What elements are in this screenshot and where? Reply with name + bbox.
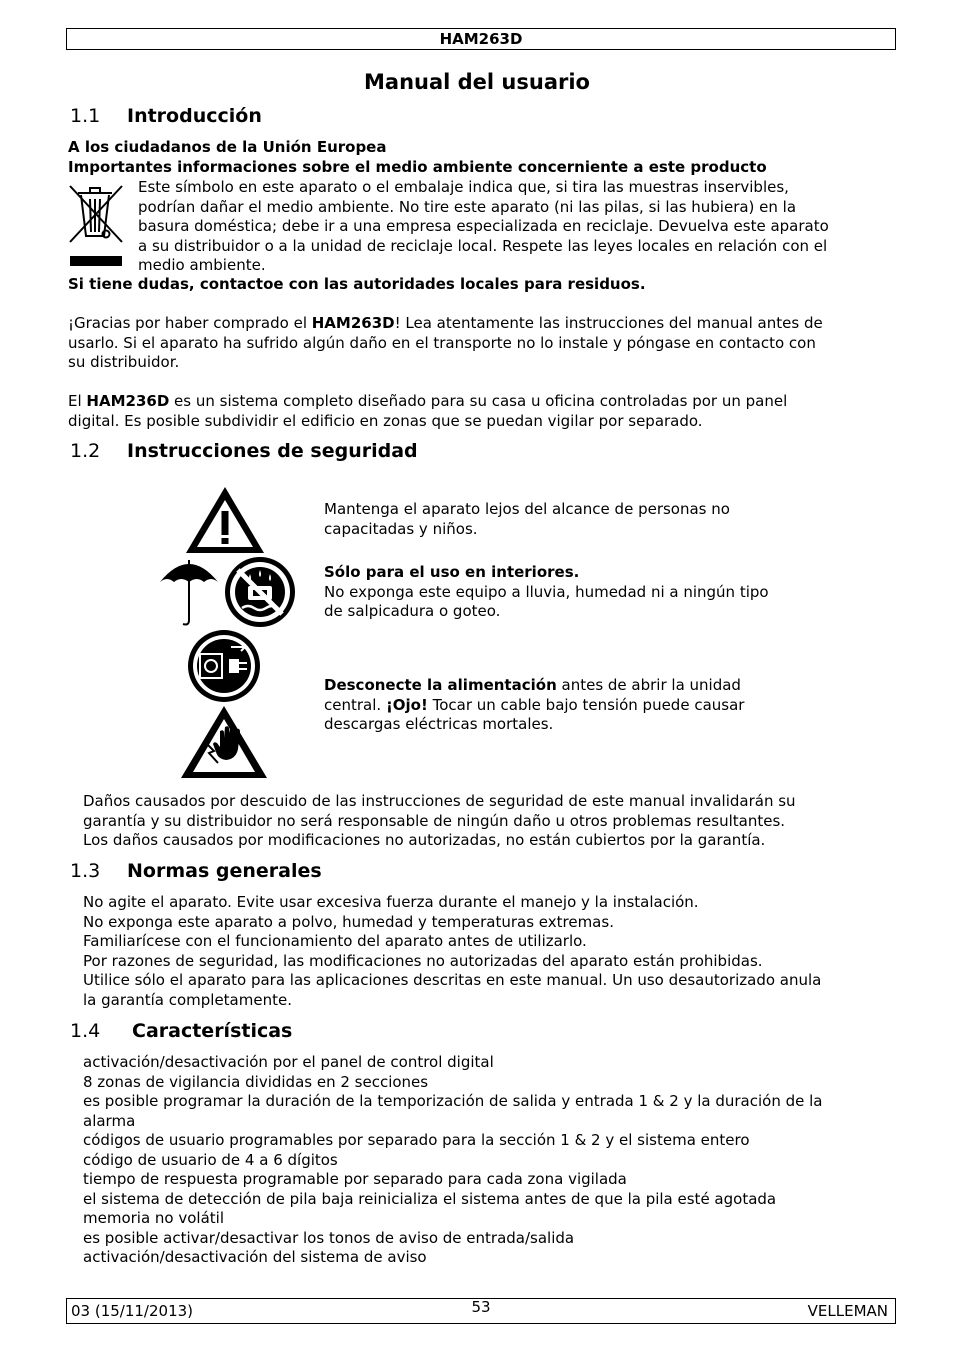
weee-text xyxy=(138,178,829,276)
text-line: basura doméstica; debe ir a una empresa especializada en reciclaje. Devuelva este aparato xyxy=(138,217,829,235)
list-item: memoria no volátil xyxy=(83,1209,225,1227)
text-run: ! Lea atentamente las instrucciones del manual antes de xyxy=(394,314,823,332)
indoor-heading: Sólo para el uso en interiores. xyxy=(324,563,580,581)
thanks-paragraph xyxy=(68,314,823,373)
list-item: código de usuario de 4 a 6 dígitos xyxy=(83,1150,338,1169)
page-footer xyxy=(66,1298,896,1324)
text-line: su distribuidor. xyxy=(68,353,180,371)
doubt-line: Si tiene dudas, contactoe con las autoridades locales para residuos. xyxy=(68,275,646,293)
general-rules-list xyxy=(83,893,821,1010)
text-run: central. xyxy=(324,695,386,714)
list-item: alarma xyxy=(83,1111,136,1130)
section-heading-general xyxy=(70,859,570,883)
section-number: 1.4 xyxy=(70,1020,101,1042)
text-run: es un sistema completo diseñado para su casa u oficina controladas por un panel xyxy=(169,392,788,410)
disconnect-text xyxy=(324,676,744,735)
no-water-icon xyxy=(224,556,296,628)
text-run: Tocar un cable bajo tensión puede causar xyxy=(427,695,745,714)
section-number: 1.3 xyxy=(70,860,101,882)
list-item: la garantía completamente. xyxy=(83,990,292,1009)
model-name: HAM263D xyxy=(311,314,395,332)
text-line: medio ambiente. xyxy=(138,256,266,274)
keep-away-text xyxy=(324,500,730,539)
text-run: El xyxy=(68,392,87,410)
electric-shock-warning-icon xyxy=(178,703,270,781)
text-line: a su distribuidor o a la unidad de reciclaje local. Respete las leyes locales en relación con el xyxy=(138,236,828,255)
footer-revision: 03 (15/11/2013) xyxy=(71,1302,194,1320)
text-line: podrían dañar el medio ambiente. No tire este aparato (ni las pilas, si las hubiera) en la xyxy=(138,197,797,216)
warning-triangle-icon xyxy=(183,484,267,556)
section-title: Normas generales xyxy=(127,860,322,882)
list-item: No agite el aparato. Evite usar excesiva fuerza durante el manejo y la instalación. xyxy=(83,893,699,911)
section-heading-intro xyxy=(70,104,570,128)
disconnect-power-icon xyxy=(187,629,261,703)
text-line: Este símbolo en este aparato o el embalaje indica que, si tira las muestras inservibles, xyxy=(138,178,789,196)
section-title: Introducción xyxy=(127,105,262,127)
list-item: 8 zonas de vigilancia divididas en 2 secciones xyxy=(83,1072,429,1091)
list-item: tiempo de respuesta programable por separado para cada zona vigilada xyxy=(83,1170,627,1188)
list-item: activación/desactivación por el panel de control digital xyxy=(83,1053,494,1071)
text-line: Daños causados por descuido de las instrucciones de seguridad de este manual invalidarán su xyxy=(83,792,796,810)
text-line: descargas eléctricas mortales. xyxy=(324,715,554,733)
features-list xyxy=(83,1053,822,1268)
text-line: garantía y su distribuidor no será responsable de ningún daño u otros problemas resultantes. xyxy=(83,811,786,830)
text-run: ¡Ojo! xyxy=(385,695,428,714)
page-title: Manual del usuario xyxy=(364,70,590,94)
header-model: HAM263D xyxy=(66,28,896,50)
list-item: No exponga este aparato a polvo, humedad y temperaturas extremas. xyxy=(83,912,614,931)
section-heading-safety xyxy=(70,439,570,463)
system-paragraph xyxy=(68,392,787,431)
weee-bin-icon xyxy=(66,180,126,270)
indoor-use-text xyxy=(324,563,769,622)
text-line: de salpicadura o goteo. xyxy=(324,602,501,620)
list-item: Familiarícese con el funcionamiento del aparato antes de utilizarlo. xyxy=(83,932,587,950)
list-item: es posible activar/desactivar los tonos de aviso de entrada/salida xyxy=(83,1228,575,1247)
list-item: es posible programar la duración de la temporización de salida y entrada 1 & 2 y la duración de la xyxy=(83,1092,823,1110)
list-item: códigos de usuario programables por separado para la sección 1 & 2 y el sistema entero xyxy=(83,1131,750,1149)
footer-brand: VELLEMAN xyxy=(807,1302,888,1320)
text-line: No exponga este equipo a lluvia, humedad ni a ningún tipo xyxy=(324,582,769,601)
list-item: Por razones de seguridad, las modificaciones no autorizadas del aparato están prohibidas. xyxy=(83,951,763,970)
text-run: antes de abrir la unidad xyxy=(556,676,741,694)
section-heading-features xyxy=(70,1019,570,1043)
text-run: ¡Gracias por haber comprado el xyxy=(68,314,312,332)
text-line: capacitadas y niños. xyxy=(324,519,478,538)
list-item: Utilice sólo el aparato para las aplicaciones descritas en este manual. Un uso desautorizado anula xyxy=(83,971,822,989)
section-title: Instrucciones de seguridad xyxy=(127,440,418,462)
env-heading: Importantes informaciones sobre el medio ambiente concerniente a este producto xyxy=(68,158,767,176)
text-line: Mantenga el aparato lejos del alcance de personas no xyxy=(324,500,730,518)
section-number: 1.1 xyxy=(70,105,101,127)
warranty-text xyxy=(83,792,796,851)
eu-heading: A los ciudadanos de la Unión Europea xyxy=(68,138,387,156)
text-line: Los daños causados por modificaciones no autorizadas, no están cubiertos por la garantía. xyxy=(83,831,766,849)
page-number: 53 xyxy=(471,1298,491,1316)
section-title: Características xyxy=(132,1020,293,1042)
model-name: HAM236D xyxy=(86,392,170,410)
text-run: Desconecte la alimentación xyxy=(324,676,557,694)
umbrella-icon xyxy=(157,554,221,628)
text-line: digital. Es posible subdividir el edificio en zonas que se puedan vigilar por separado. xyxy=(68,411,703,430)
list-item: activación/desactivación del sistema de aviso xyxy=(83,1248,427,1266)
text-line: usarlo. Si el aparato ha sufrido algún daño en el transporte no lo instale y póngase en contacto con xyxy=(68,333,816,352)
list-item: el sistema de detección de pila baja reinicializa el sistema antes de que la pila esté agotada xyxy=(83,1189,777,1208)
section-number: 1.2 xyxy=(70,440,101,462)
